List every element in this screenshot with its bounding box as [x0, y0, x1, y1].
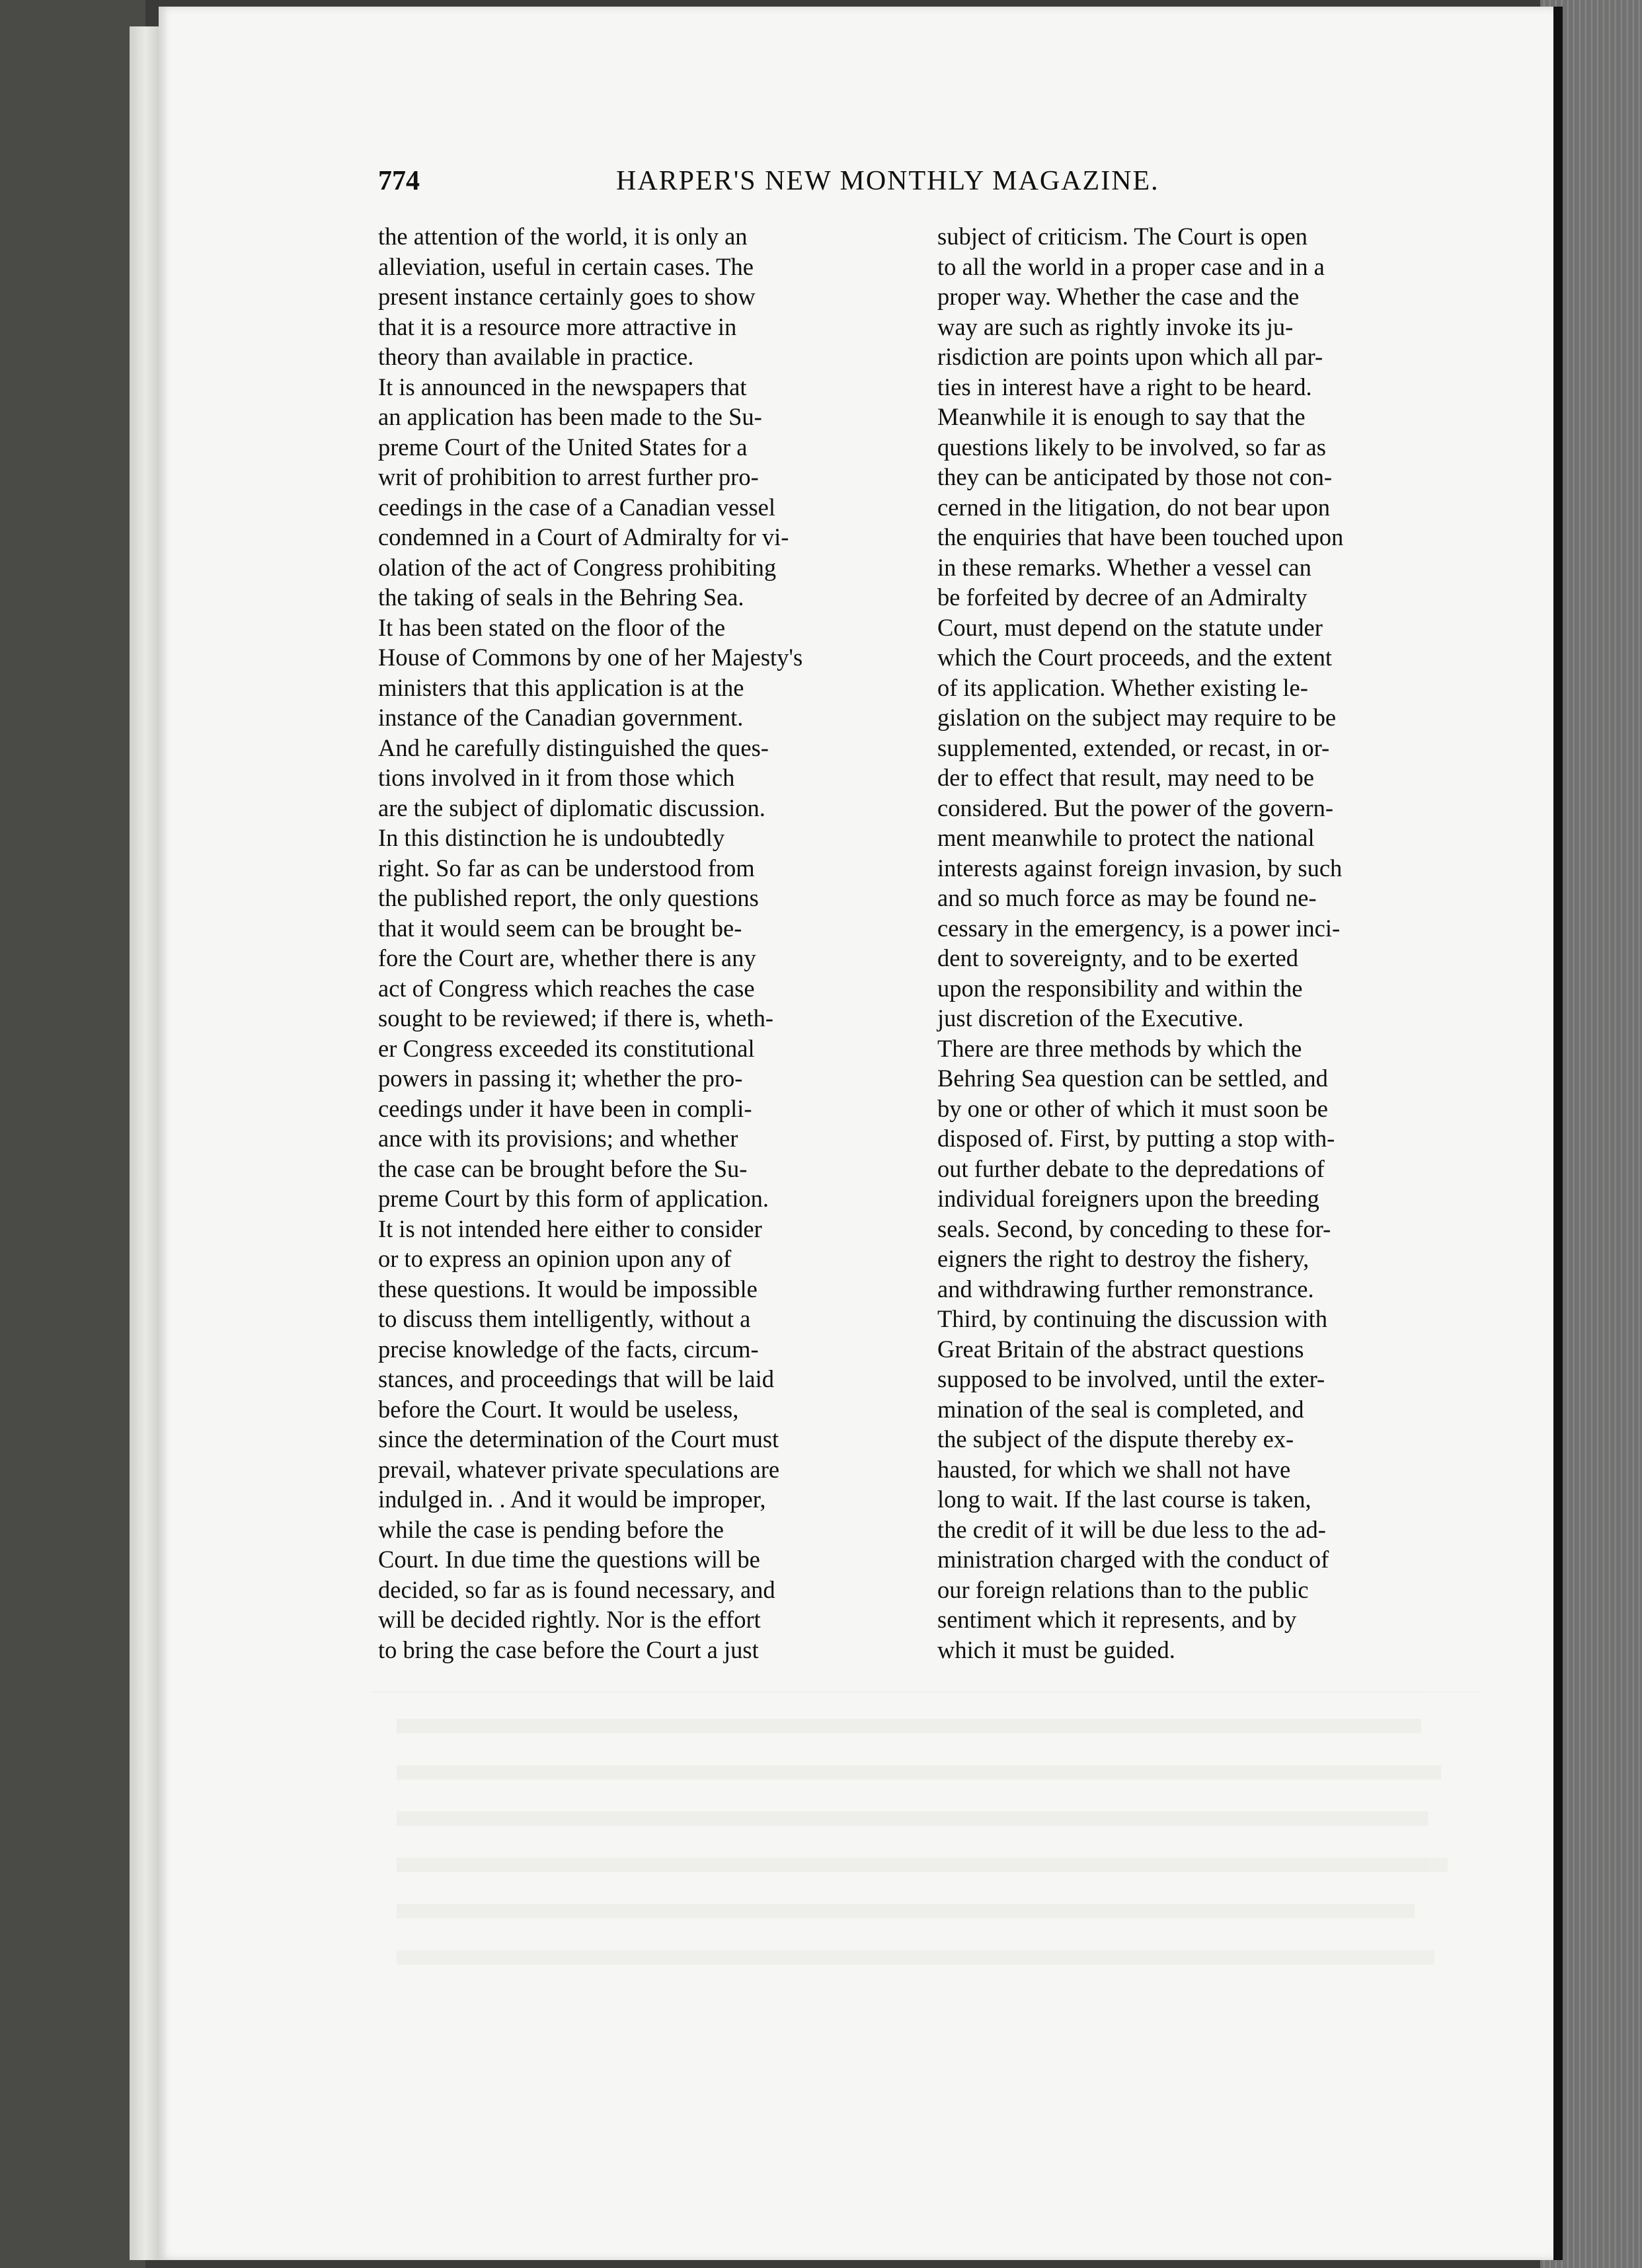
text-line: interests against foreign invasion, by such — [937, 854, 1343, 882]
text-line: the attention of the world, it is only an — [378, 223, 748, 250]
text-line: which the Court proceeds, and the extent — [937, 644, 1332, 671]
text-line: der to effect that result, may need to be — [937, 764, 1314, 791]
text-line: ties in interest have a right to be heard. — [937, 373, 1312, 400]
text-line: to all the world in a proper case and in a — [937, 252, 1325, 280]
text-line: er Congress exceeded its constitutional — [378, 1034, 755, 1062]
text-line: before the Court. It would be useless, — [378, 1395, 739, 1423]
bleed-through-line — [397, 1811, 1428, 1826]
text-line: hausted, for which we shall not have — [937, 1455, 1291, 1483]
bleed-through-text — [370, 1692, 1481, 2010]
text-line: mination of the seal is completed, and — [937, 1395, 1304, 1423]
page-number: 774 — [378, 166, 420, 196]
text-line: Court. In due time the questions will be — [378, 1546, 760, 1573]
text-line: which it must be guided. — [937, 1636, 1175, 1663]
text-line: In this distinction he is undoubtedly — [378, 824, 725, 851]
text-line: sought to be reviewed; if there is, wheth- — [378, 1004, 774, 1032]
text-line: alleviation, useful in certain cases. The — [378, 252, 754, 280]
text-line: seals. Second, by conceding to these for- — [937, 1215, 1331, 1242]
text-line: disposed of. First, by putting a stop with- — [937, 1125, 1335, 1152]
text-line: It is announced in the newspapers that — [378, 373, 747, 400]
text-line: are the subject of diplomatic discussion. — [378, 794, 765, 821]
text-line: Great Britain of the abstract questions — [937, 1335, 1304, 1363]
text-line: gislation on the subject may require to be — [937, 704, 1337, 731]
text-line: theory than available in practice. — [378, 343, 694, 370]
text-line: the published report, the only questions — [378, 884, 759, 911]
text-line: ceedings in the case of a Canadian vessel — [378, 493, 776, 521]
text-line: that it is a resource more attractive in — [378, 313, 737, 340]
text-line: stances, and proceedings that will be laid — [378, 1365, 775, 1392]
text-line: decided, so far as is found necessary, and — [378, 1575, 775, 1603]
text-line: act of Congress which reaches the case — [378, 974, 755, 1002]
text-line: writ of prohibition to arrest further pro- — [378, 463, 759, 490]
bleed-through-line — [397, 1765, 1441, 1780]
text-line: subject of criticism. The Court is open — [937, 223, 1308, 250]
text-line: just discretion of the Executive. — [937, 1004, 1244, 1032]
text-line: or to express an opinion upon any of — [378, 1245, 732, 1272]
text-line: House of Commons by one of her Majesty's — [378, 644, 803, 671]
text-line: of its application. Whether existing le- — [937, 673, 1308, 701]
text-column-left — [378, 221, 802, 1665]
text-line: supposed to be involved, until the exter- — [937, 1365, 1325, 1392]
text-line: be forfeited by decree of an Admiralty — [937, 584, 1308, 611]
text-line: supplemented, extended, or recast, in or- — [937, 734, 1330, 761]
text-line: will be decided rightly. Nor is the effort — [378, 1606, 761, 1633]
text-line: present instance certainly goes to show — [378, 283, 756, 310]
text-line: Behring Sea question can be settled, and — [937, 1065, 1328, 1092]
page-header — [378, 165, 1244, 205]
text-line: precise knowledge of the facts, circum- — [378, 1335, 759, 1363]
bleed-through-line — [397, 1904, 1415, 1918]
text-line: these questions. It would be impossible — [378, 1275, 758, 1303]
text-line: they can be anticipated by those not con- — [937, 463, 1332, 490]
text-line: the subject of the dispute thereby ex- — [937, 1425, 1294, 1453]
text-line: risdiction are points upon which all par- — [937, 343, 1323, 370]
text-column-right — [937, 221, 1343, 1665]
text-line: Meanwhile it is enough to say that the — [937, 403, 1306, 430]
text-line: instance of the Canadian government. — [378, 704, 744, 731]
text-line: preme Court by this form of application. — [378, 1185, 769, 1212]
text-line: And he carefully distinguished the ques- — [378, 734, 769, 761]
text-line: cerned in the litigation, do not bear upon — [937, 493, 1330, 521]
text-line: individual foreigners upon the breeding — [937, 1185, 1319, 1212]
text-line: It has been stated on the floor of the — [378, 613, 726, 641]
text-line: an application has been made to the Su- — [378, 403, 762, 430]
text-line: tions involved in it from those which — [378, 764, 735, 791]
text-line: the taking of seals in the Behring Sea. — [378, 584, 744, 611]
text-line: our foreign relations than to the public — [937, 1575, 1309, 1603]
text-line: to discuss them intelligently, without a — [378, 1305, 751, 1332]
text-line: preme Court of the United States for a — [378, 433, 748, 461]
text-line: condemned in a Court of Admiralty for vi- — [378, 523, 789, 550]
text-line: Third, by continuing the discussion with — [937, 1305, 1328, 1332]
text-line: in these remarks. Whether a vessel can — [937, 553, 1311, 581]
text-line: the enquiries that have been touched upon — [937, 523, 1344, 550]
text-line: since the determination of the Court must — [378, 1425, 779, 1453]
text-line: eigners the right to destroy the fishery, — [937, 1245, 1310, 1272]
bleed-through-line — [397, 1858, 1448, 1872]
text-line: ment meanwhile to protect the national — [937, 824, 1315, 851]
text-line: the case can be brought before the Su- — [378, 1154, 748, 1182]
text-line: ance with its provisions; and whether — [378, 1125, 738, 1152]
text-line: dent to sovereignty, and to be exerted — [937, 944, 1298, 971]
text-line: Court, must depend on the statute under — [937, 613, 1323, 641]
text-line: to bring the case before the Court a just — [378, 1636, 759, 1663]
text-line: the credit of it will be due less to the ad- — [937, 1515, 1326, 1543]
text-line: upon the responsibility and within the — [937, 974, 1303, 1002]
text-line: proper way. Whether the case and the — [937, 283, 1300, 310]
text-line: cessary in the emergency, is a power inci- — [937, 914, 1341, 942]
text-line: ministers that this application is at the — [378, 673, 744, 701]
bleed-through-line — [397, 1719, 1421, 1733]
text-line: way are such as rightly invoke its ju- — [937, 313, 1294, 340]
text-line: considered. But the power of the govern- — [937, 794, 1334, 821]
text-line: indulged in. . And it would be improper, — [378, 1486, 766, 1513]
text-line: olation of the act of Congress prohibiting — [378, 553, 777, 581]
text-line: out further debate to the depredations of — [937, 1154, 1325, 1182]
text-line: sentiment which it represents, and by — [937, 1606, 1297, 1633]
running-head: HARPER'S NEW MONTHLY MAGAZINE. — [616, 166, 1159, 196]
text-line: by one or other of which it must soon be — [937, 1094, 1329, 1122]
bleed-through-line — [397, 1950, 1434, 1965]
text-line: long to wait. If the last course is taken, — [937, 1486, 1311, 1513]
text-line: prevail, whatever private speculations are — [378, 1455, 780, 1483]
text-line: ministration charged with the conduct of — [937, 1546, 1329, 1573]
text-line: questions likely to be involved, so far as — [937, 433, 1326, 461]
text-line: There are three methods by which the — [937, 1034, 1302, 1062]
text-line: powers in passing it; whether the pro- — [378, 1065, 743, 1092]
scan-left-background — [0, 0, 145, 2268]
text-line: It is not intended here either to consider — [378, 1215, 762, 1242]
text-line: while the case is pending before the — [378, 1515, 724, 1543]
text-line: and so much force as may be found ne- — [937, 884, 1317, 911]
text-line: that it would seem can be brought be- — [378, 914, 742, 942]
text-line: fore the Court are, whether there is any — [378, 944, 756, 971]
text-line: and withdrawing further remonstrance. — [937, 1275, 1314, 1303]
text-line: right. So far as can be understood from — [378, 854, 755, 882]
text-line: ceedings under it have been in compli- — [378, 1094, 752, 1122]
